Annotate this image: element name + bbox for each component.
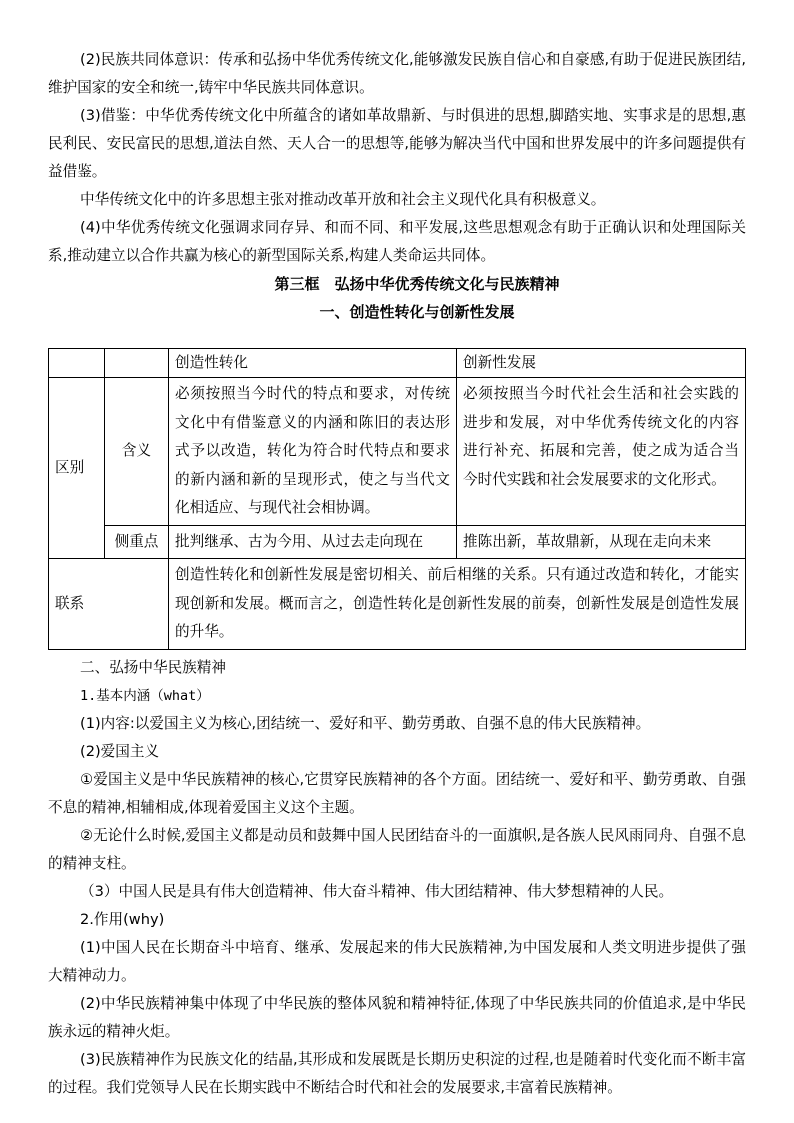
- paragraph-patriotism-heading: (2)爱国主义: [80, 742, 160, 760]
- paragraph-patriotism-core: ①爱国主义是中华民族精神的核心,它贯穿民族精神的各个方面。团结统一、爱好和平、勤劳勇敢、自强不息的精神,相辅相成,体现着爱国主义这个主题。: [48, 770, 746, 816]
- part2-heading: 二、弘扬中华民族精神: [80, 658, 226, 676]
- paragraph-great-people: （3）中国人民是具有伟大创造精神、伟大奋斗精神、伟大团结精神、伟大梦想精神的人民。: [80, 882, 674, 900]
- paragraph-reform-significance: 中华传统文化中的许多思想主张对推动改革开放和社会主义现代化具有积极意义。: [80, 191, 606, 208]
- cell-focus-transformation: 批判继承、古为今用、从过去走向现在: [169, 525, 457, 559]
- table-row-relation: [49, 559, 746, 650]
- section-title: 第三框 弘扬中华优秀传统文化与民族精神: [274, 275, 560, 293]
- table-corner-cell: [105, 349, 169, 378]
- paragraph-patriotism-banner: ②无论什么时候,爱国主义都是动员和鼓舞中国人民团结奋斗的一面旗帜,是各族人民风雨同舟、自强不息的精神支柱。: [48, 826, 746, 872]
- paragraph-reference-value: (3)借鉴：中华优秀传统文化中所蕴含的诸如革故鼎新、与时俱进的思想,脚踏实地、实事求是的思想,惠民利民、安民富民的思想,道法自然、天人合一的思想等,能够为解决当代中国和世界发展中的许多问题提供有益借鉴。: [48, 107, 746, 180]
- cell-meaning-development: 必须按照当今时代社会生活和社会实践的进步和发展，对中华优秀传统文化的内容进行补充、拓展和完善，使之成为适合当今时代实践和社会发展要求的文化形式。: [457, 378, 746, 526]
- table-row-meaning: [49, 378, 746, 526]
- paragraph-cultural-crystal: (3)民族精神作为民族文化的结晶,其形成和发展既是长期历史积淀的过程,也是随着时代变化而不断丰富的过程。我们党领导人民在长期实践中不断结合时代和社会的发展要求,丰富着民族精神。: [48, 1050, 746, 1096]
- cell-meaning-transformation: 必须按照当今时代的特点和要求，对传统文化中有借鉴意义的内涵和陈旧的表达形式予以改造，转化为符合时代特点和要求的新内涵和新的呈现形式，使之与当代文化相适应、与现代社会相协调。: [169, 378, 457, 526]
- comparison-table: [48, 348, 746, 650]
- row-group-label-difference: 区别: [49, 378, 105, 559]
- table-corner-cell: [49, 349, 105, 378]
- cell-relation-text: 创造性转化和创新性发展是密切相关、前后相继的关系。只有通过改造和转化，才能实现创新和发展。概而言之，创造性转化是创新性发展的前奏，创新性发展是创造性发展的升华。: [169, 559, 746, 650]
- row-label-relation: 联系: [49, 559, 169, 650]
- basic-connotation-heading: 1.基本内涵（what）: [80, 687, 210, 704]
- row-label-focus: 侧重点: [105, 525, 169, 559]
- header-innovative-development: 创新性发展: [457, 349, 746, 378]
- header-creative-transformation: 创造性转化: [169, 349, 457, 378]
- cell-focus-development: 推陈出新，革故鼎新，从现在走向未来: [457, 525, 746, 559]
- paragraph-national-community: (2)民族共同体意识：传承和弘扬中华优秀传统文化,能够激发民族自信心和自豪感,有助于促进民族团结,维护国家的安全和统一,铸牢中华民族共同体意识。: [48, 51, 746, 96]
- table-row-focus: [49, 525, 746, 559]
- subsection-title: 一、创造性转化与创新性发展: [319, 303, 515, 321]
- paragraph-spiritual-torch: (2)中华民族精神集中体现了中华民族的整体风貌和精神特征,体现了中华民族共同的价值追求,是中华民族永远的精神火炬。: [48, 994, 746, 1040]
- document-page: [48, 46, 746, 1102]
- paragraph-content: (1)内容:以爱国主义为核心,团结统一、爱好和平、勤劳勇敢、自强不息的伟大民族精神。: [80, 714, 651, 732]
- paragraph-spiritual-power: (1)中国人民在长期奋斗中培育、继承、发展起来的伟大民族精神,为中国发展和人类文明进步提供了强大精神动力。: [48, 938, 746, 984]
- function-heading: 2.作用(why): [80, 910, 165, 928]
- paragraph-international-relations: (4)中华优秀传统文化强调求同存异、和而不同、和平发展,这些思想观念有助于正确认识和处理国际关系,推动建立以合作共赢为核心的新型国际关系,构建人类命运共同体。: [48, 219, 746, 264]
- table-header-row: [49, 349, 746, 378]
- row-label-meaning: 含义: [105, 378, 169, 526]
